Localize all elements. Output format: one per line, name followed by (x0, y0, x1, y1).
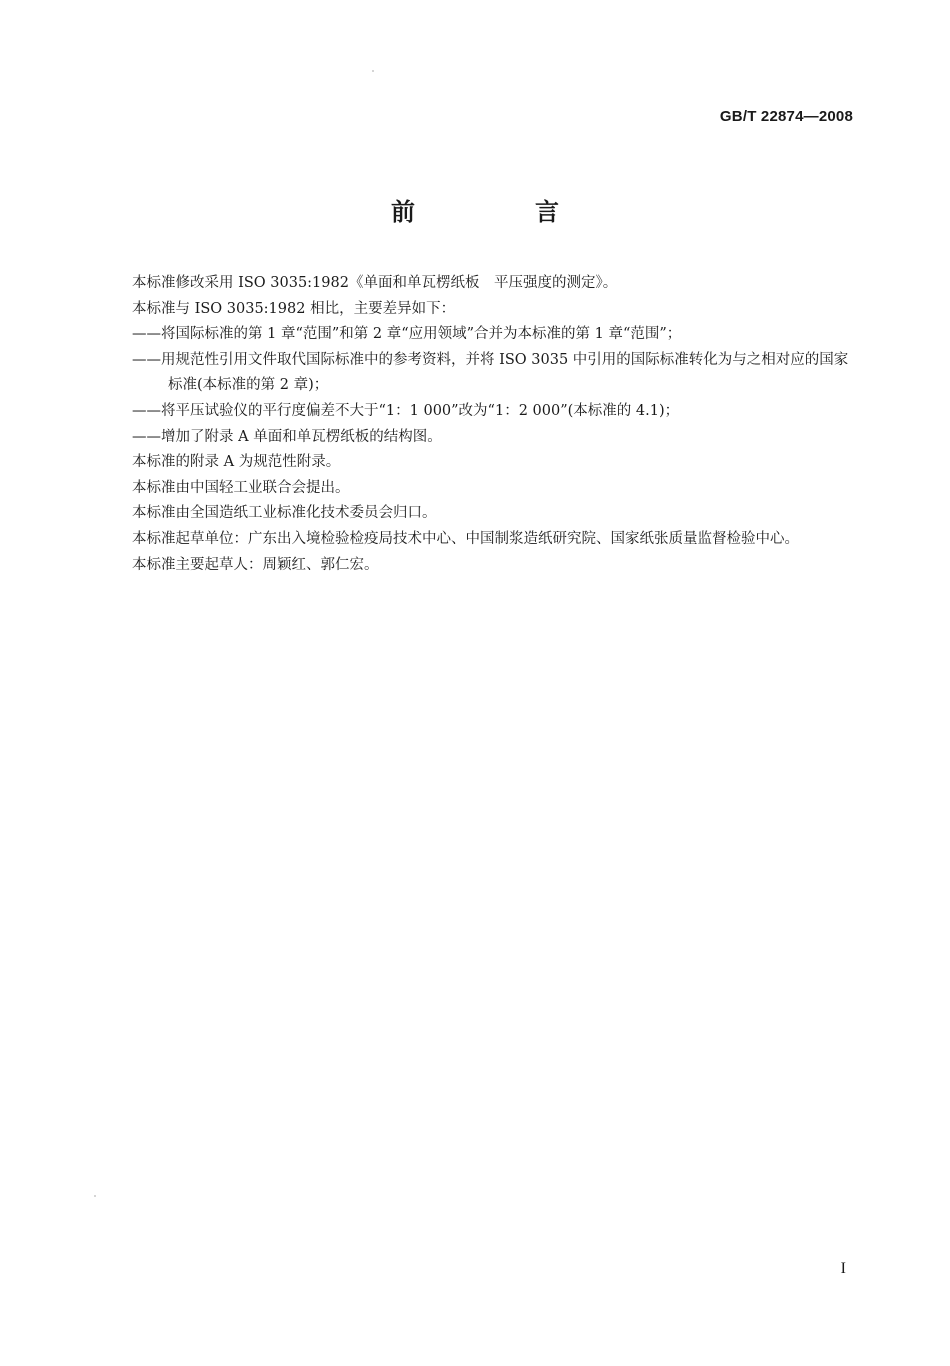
difference-item: ——用规范性引用文件取代国际标准中的参考资料，并将 ISO 3035 中引用的国际标准转化为与之相对应的国家标准(本标准的第 2 章)； (132, 351, 849, 394)
paragraph-committee: 本标准由全国造纸工业标准化技术委员会归口。 (132, 505, 437, 522)
paragraph-drafting-units: 本标准起草单位：广东出入境检验检疫局技术中心、中国制浆造纸研究院、国家纸张质量监督检验中心。 (132, 530, 799, 547)
paragraph-adoption: 本标准修改采用 ISO 3035:1982《单面和单瓦楞纸板 平压强度的测定》。 (132, 275, 618, 291)
difference-item: ——增加了附录 A 单面和单瓦楞纸板的结构图。 (132, 428, 442, 445)
paragraph-annex: 本标准的附录 A 为规范性附录。 (132, 454, 341, 471)
paragraph-drafters: 本标准主要起草人：周颖红、郭仁宏。 (132, 556, 379, 573)
difference-item: ——将平压试验仪的平行度偏差不大于“1：1 000”改为“1：2 000”(本标准的 4.1)； (132, 402, 680, 419)
page-number: I (840, 1260, 846, 1277)
difference-item: ——将国际标准的第 1 章“范围”和第 2 章“应用领域”合并为本标准的第 1 章“范围”； (132, 326, 682, 343)
standard-number: GB/T 22874—2008 (719, 108, 853, 125)
foreword-body (96, 271, 856, 578)
scan-speck (372, 70, 374, 72)
page-title: 前 言 (391, 198, 607, 226)
paragraph-differences-intro: 本标准与 ISO 3035:1982 相比，主要差异如下： (132, 300, 456, 317)
paragraph-proposer: 本标准由中国轻工业联合会提出。 (132, 479, 350, 496)
scan-speck (94, 1195, 96, 1197)
